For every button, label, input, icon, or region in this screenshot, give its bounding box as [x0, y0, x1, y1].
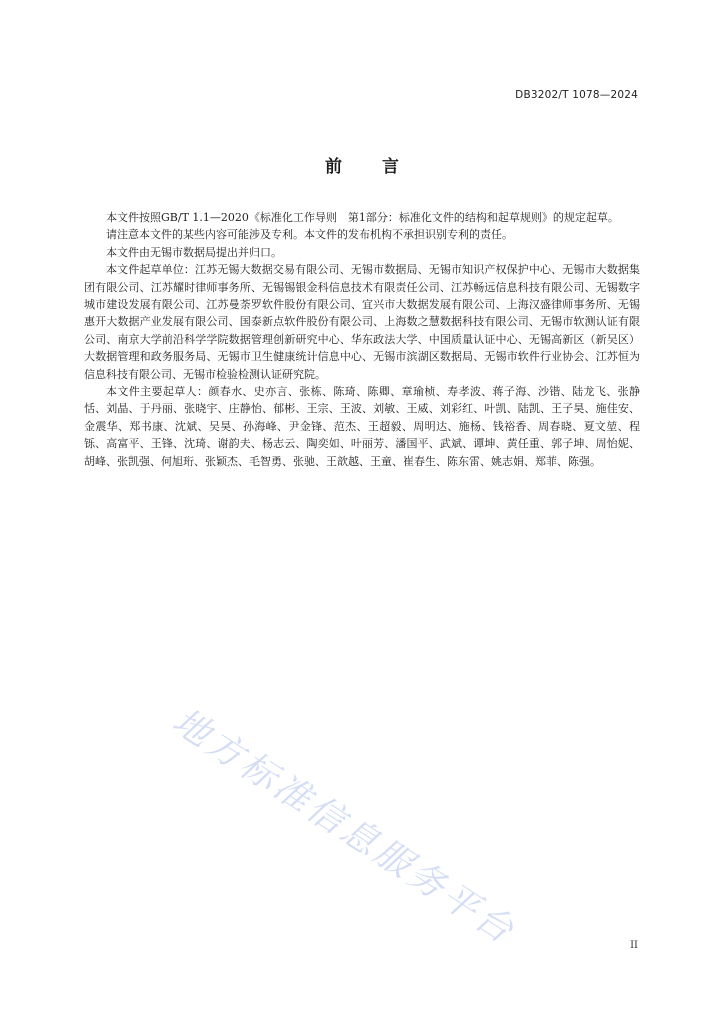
- paragraph-proposer: 本文件由无锡市数据局提出并归口。: [106, 245, 282, 259]
- document-code: DB3202/T 1078—2024: [515, 89, 638, 101]
- paragraph-drafting-units: 本文件起草单位：江苏无锡大数据交易有限公司、无锡市数据局、无锡市知识产权保护中心、无锡市大数据集团有限公司、江苏耀时律师事务所、无锡锡银金科信息技术有限责任公司、江苏畅远信息科技有限公司、无锡数字城市建设发展有限公司、江苏曼荼罗软件股份有限公司、宜兴市大数据发展有限公司、上海汉盛律师事务所、无锡惠开大数据产业发展有限公司、国泰新点软件股份有限公司、上海数之慧数据科技有限公司、无锡市软测认证有限公司、南京大学前沿科学学院数据管理创新研究中心、华东政法大学、中国质量认证中心、无锡高新区（新吴区）大数据管理和政务服务局、无锡市卫生健康统计信息中心、无锡市滨湖区数据局、无锡市软件行业协会、江苏恒为信息科技有限公司、无锡市检验检测认证研究院。: [84, 263, 640, 381]
- document-body: [84, 209, 640, 470]
- title-part-2: 言: [382, 157, 399, 177]
- watermark-text: 地方标准信息服务平台: [165, 700, 524, 954]
- paragraph-drafters: 本文件主要起草人：颜春水、史亦言、张栋、陈琦、陈卿、章瑜桢、寿孝波、蒋子海、沙锴、陆龙飞、张静恬、刘晶、于丹丽、张晓宇、庄静怡、郁彬、王宗、王波、刘敏、王威、刘彩红、叶凯、陆凯、王子昊、施佳安、金震华、郑书康、沈斌、吴昊、孙海峰、尹金锋、范杰、王超毅、周明达、施杨、钱裕香、周春晓、夏文堃、程铄、高富平、王锋、沈琦、谢韵夫、杨志云、陶奕如、叶丽芳、潘国平、武斌、谭坤、黄任重、郭子坤、周怡妮、胡峰、张凯强、何旭珩、张颖杰、毛智勇、张驰、王歆越、王童、崔春生、陈东雷、姚志娟、郑菲、陈强。: [84, 385, 640, 468]
- paragraph-drafting-rules: 本文件按照GB/T 1.1—2020《标准化工作导则 第1部分：标准化文件的结构和起草规则》的规定起草。: [106, 211, 619, 224]
- page-number: II: [630, 940, 638, 951]
- title-part-1: 前: [325, 157, 342, 177]
- paragraph-patent-notice: 请注意本文件的某些内容可能涉及专利。本文件的发布机构不承担识别专利的责任。: [106, 228, 513, 242]
- page-title: [0, 152, 724, 177]
